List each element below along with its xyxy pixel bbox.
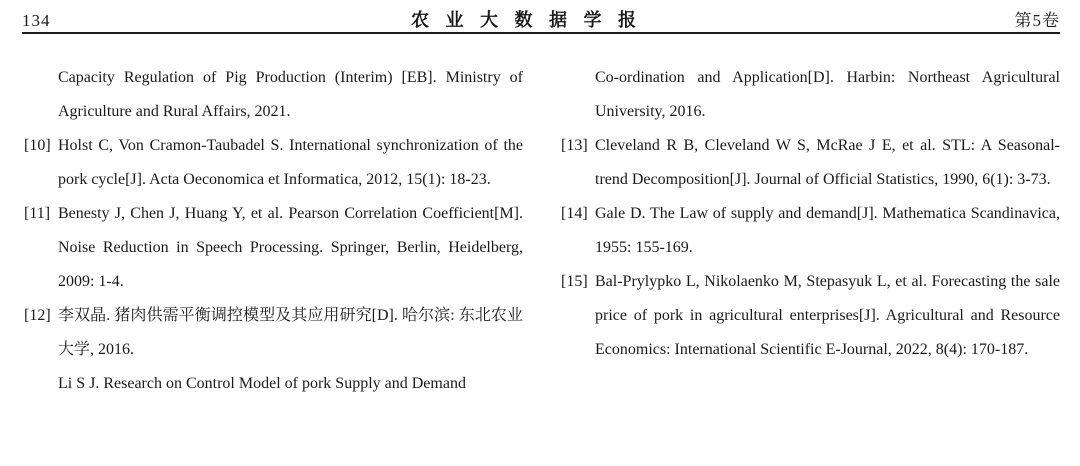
reference-number: [10] (24, 137, 51, 154)
header-rule (22, 32, 1060, 34)
reference-number: [14] (561, 205, 588, 222)
reference-item (561, 61, 1060, 129)
reference-item (561, 265, 1060, 367)
volume-label: 第5卷 (1014, 11, 1060, 30)
reference-text: 李双晶. 猪肉供需平衡调控模型及其应用研究[D]. 哈尔滨: 东北农业大学, 2016. (58, 307, 523, 358)
reference-item (24, 367, 523, 401)
reference-text: Bal-Prylypko L, Nikolaenko M, Stepasyuk L, et al. Forecasting the sale price of pork in agricultural enterprises[J]. Agricultural and Resource Economics: International Scientific E-Journal, 2022, 8(4): 170-187. (595, 273, 1060, 358)
references-left-column (24, 61, 523, 401)
reference-item (561, 129, 1060, 197)
reference-item (561, 197, 1060, 265)
reference-text: Benesty J, Chen J, Huang Y, et al. Pearson Correlation Coefficient[M]. Noise Reduction in Speech Processing. Springer, Berlin, Heidelberg, 2009: 1-4. (58, 205, 523, 290)
reference-text: Co-ordination and Application[D]. Harbin: Northeast Agricultural University, 2016. (595, 69, 1060, 120)
running-head (22, 6, 1060, 32)
reference-text: Holst C, Von Cramon-Taubadel S. International synchronization of the pork cycle[J]. Acta Oeconomica et Informatica, 2012, 15(1): 18-23. (58, 137, 523, 188)
reference-item (24, 129, 523, 197)
reference-number: [12] (24, 307, 51, 324)
reference-number: [15] (561, 273, 588, 290)
reference-text: Cleveland R B, Cleveland W S, McRae J E, et al. STL: A Seasonal-trend Decomposition[J]. Journal of Official Statistics, 1990, 6(1): 3-73. (595, 137, 1060, 188)
reference-item (24, 197, 523, 299)
reference-text: Capacity Regulation of Pig Production (Interim) [EB]. Ministry of Agriculture and Rural Affairs, 2021. (58, 69, 523, 120)
reference-text: Gale D. The Law of supply and demand[J]. Mathematica Scandinavica, 1955: 155-169. (595, 205, 1060, 256)
page-number: 134 (22, 11, 51, 30)
references-right-column (561, 61, 1060, 401)
reference-text: Li S J. Research on Control Model of pork Supply and Demand (58, 375, 466, 392)
journal-title: 农 业 大 数 据 学 报 (411, 10, 642, 30)
reference-number: [13] (561, 137, 588, 154)
reference-number: [11] (24, 205, 51, 222)
reference-item (24, 61, 523, 129)
reference-item (24, 299, 523, 367)
references-section (24, 61, 1060, 401)
